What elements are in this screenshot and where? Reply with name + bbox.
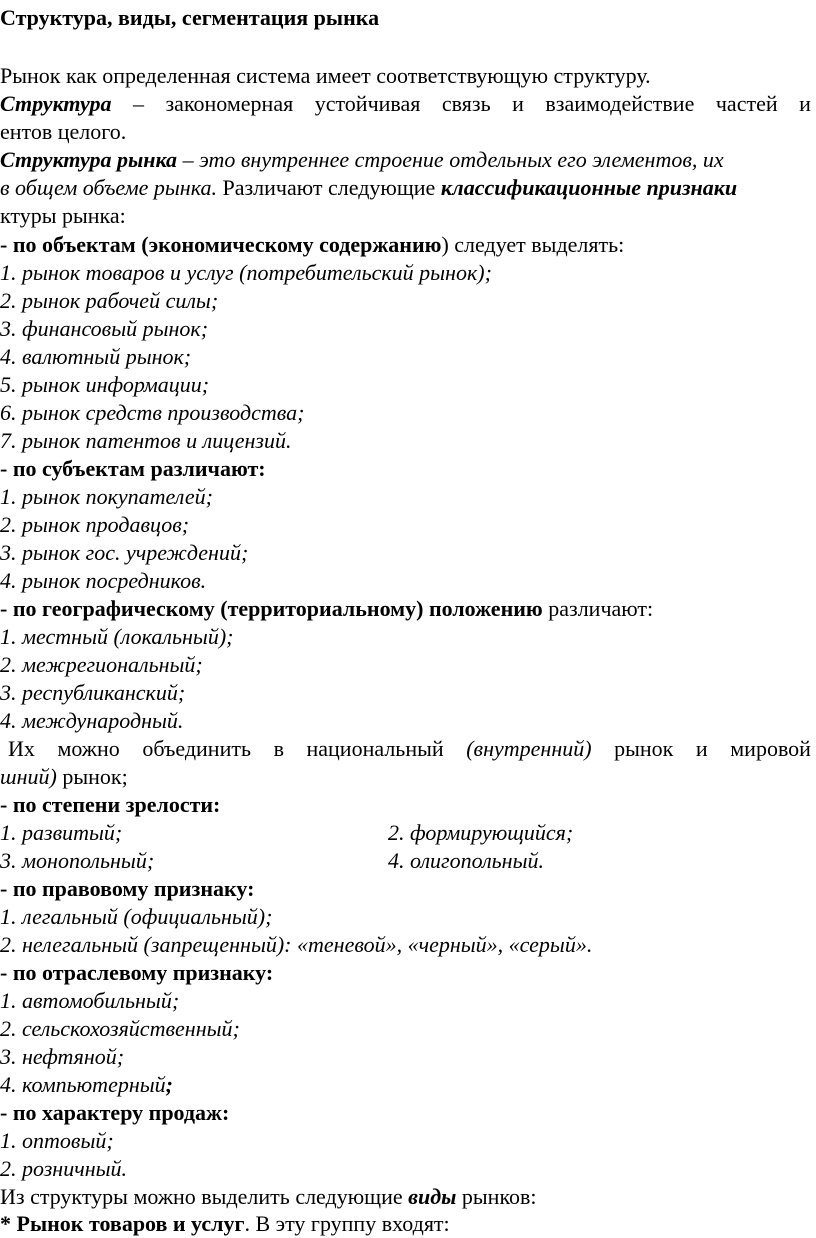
list-item: 3. рынок гос. учреждений; xyxy=(0,540,249,565)
list-item: 4. международный. xyxy=(0,708,184,733)
structure-term: Структура xyxy=(0,91,112,116)
section-heading-subjects: - по субъектам различают: xyxy=(0,456,266,481)
list-item: 7. рынок патентов и лицензий. xyxy=(0,428,292,453)
list-item: 2. формирующийся; xyxy=(388,820,574,845)
types-paragraph: Из структуры можно выделить следующие виды рынков: xyxy=(0,1184,537,1209)
list-item: 1. рынок покупателей; xyxy=(0,484,213,509)
classification-signs-term: классификационные признаки xyxy=(440,175,738,200)
section-heading-objects: - по объектам (экономическому содержанию) следует выделять: xyxy=(0,232,625,257)
list-item: 2. межрегиональный; xyxy=(0,652,203,677)
list-item: 1. развитый; xyxy=(0,820,123,845)
list-item: 1. рынок товаров и услуг (потребительский рынок); xyxy=(0,260,492,285)
structure-definition-cont: ентов целого. xyxy=(0,119,127,144)
section-heading-industry: - по отраслевому признаку: xyxy=(0,960,274,985)
list-item: 2. нелегальный (запрещенный): «теневой», «черный», «серый». xyxy=(0,932,593,957)
list-item: 4. компьютерный; xyxy=(0,1072,173,1097)
list-item: 4. олигопольный. xyxy=(388,848,544,873)
list-item: 5. рынок информации; xyxy=(0,372,210,397)
list-item: 6. рынок средств производства; xyxy=(0,400,305,425)
list-item: 2. розничный. xyxy=(0,1156,128,1181)
market-structure-term: Структура рынка xyxy=(0,147,178,172)
market-structure-definition-line2: в общем объеме рынка. Различают следующие классификационные признаки xyxy=(0,175,738,200)
geography-note-line: Их можно объединить в национальный (внутренний) рынок и мировой xyxy=(8,736,811,761)
list-item: 4. валютный рынок; xyxy=(0,344,192,369)
list-item: 3. монопольный; xyxy=(0,848,155,873)
list-item: 2. сельскохозяйственный; xyxy=(0,1016,240,1041)
list-item: 2. рынок рабочей силы; xyxy=(0,288,219,313)
list-item: 1. местный (локальный); xyxy=(0,624,234,649)
list-item: 3. республиканский; xyxy=(0,680,186,705)
list-item: 4. рынок посредников. xyxy=(0,568,207,593)
structure-definition-line: Структура – закономерная устойчивая связь и взаимодействие частей и xyxy=(0,91,811,116)
list-item: 1. легальный (официальный); xyxy=(0,904,273,929)
list-row xyxy=(0,819,816,847)
list-item: 2. рынок продавцов; xyxy=(0,512,190,537)
list-item: 1. автомобильный; xyxy=(0,988,180,1013)
intro-paragraph: Рынок как определенная система имеет соответствующую структуру. xyxy=(0,63,651,88)
list-item: 3. нефтяной; xyxy=(0,1044,125,1069)
list-row xyxy=(0,847,816,875)
market-structure-definition-line3: ктуры рынка: xyxy=(0,203,126,228)
section-heading-sales: - по характеру продаж: xyxy=(0,1100,230,1125)
section-heading-maturity: - по степени зрелости: xyxy=(0,792,221,817)
section-heading-geography: - по географическому (территориальному) положению различают: xyxy=(0,596,654,621)
list-item: 1. оптовый; xyxy=(0,1128,114,1153)
goods-services-paragraph: * Рынок товаров и услуг. В эту группу входят: xyxy=(0,1211,450,1236)
section-heading-legal: - по правовому признаку: xyxy=(0,876,255,901)
document-title: Структура, виды, сегментация рынка xyxy=(0,5,380,30)
market-structure-definition-line: Структура рынка – это внутреннее строение отдельных его элементов, их xyxy=(0,147,724,172)
geography-note-cont: шний) рынок; xyxy=(0,764,128,789)
list-item: 3. финансовый рынок; xyxy=(0,316,209,341)
